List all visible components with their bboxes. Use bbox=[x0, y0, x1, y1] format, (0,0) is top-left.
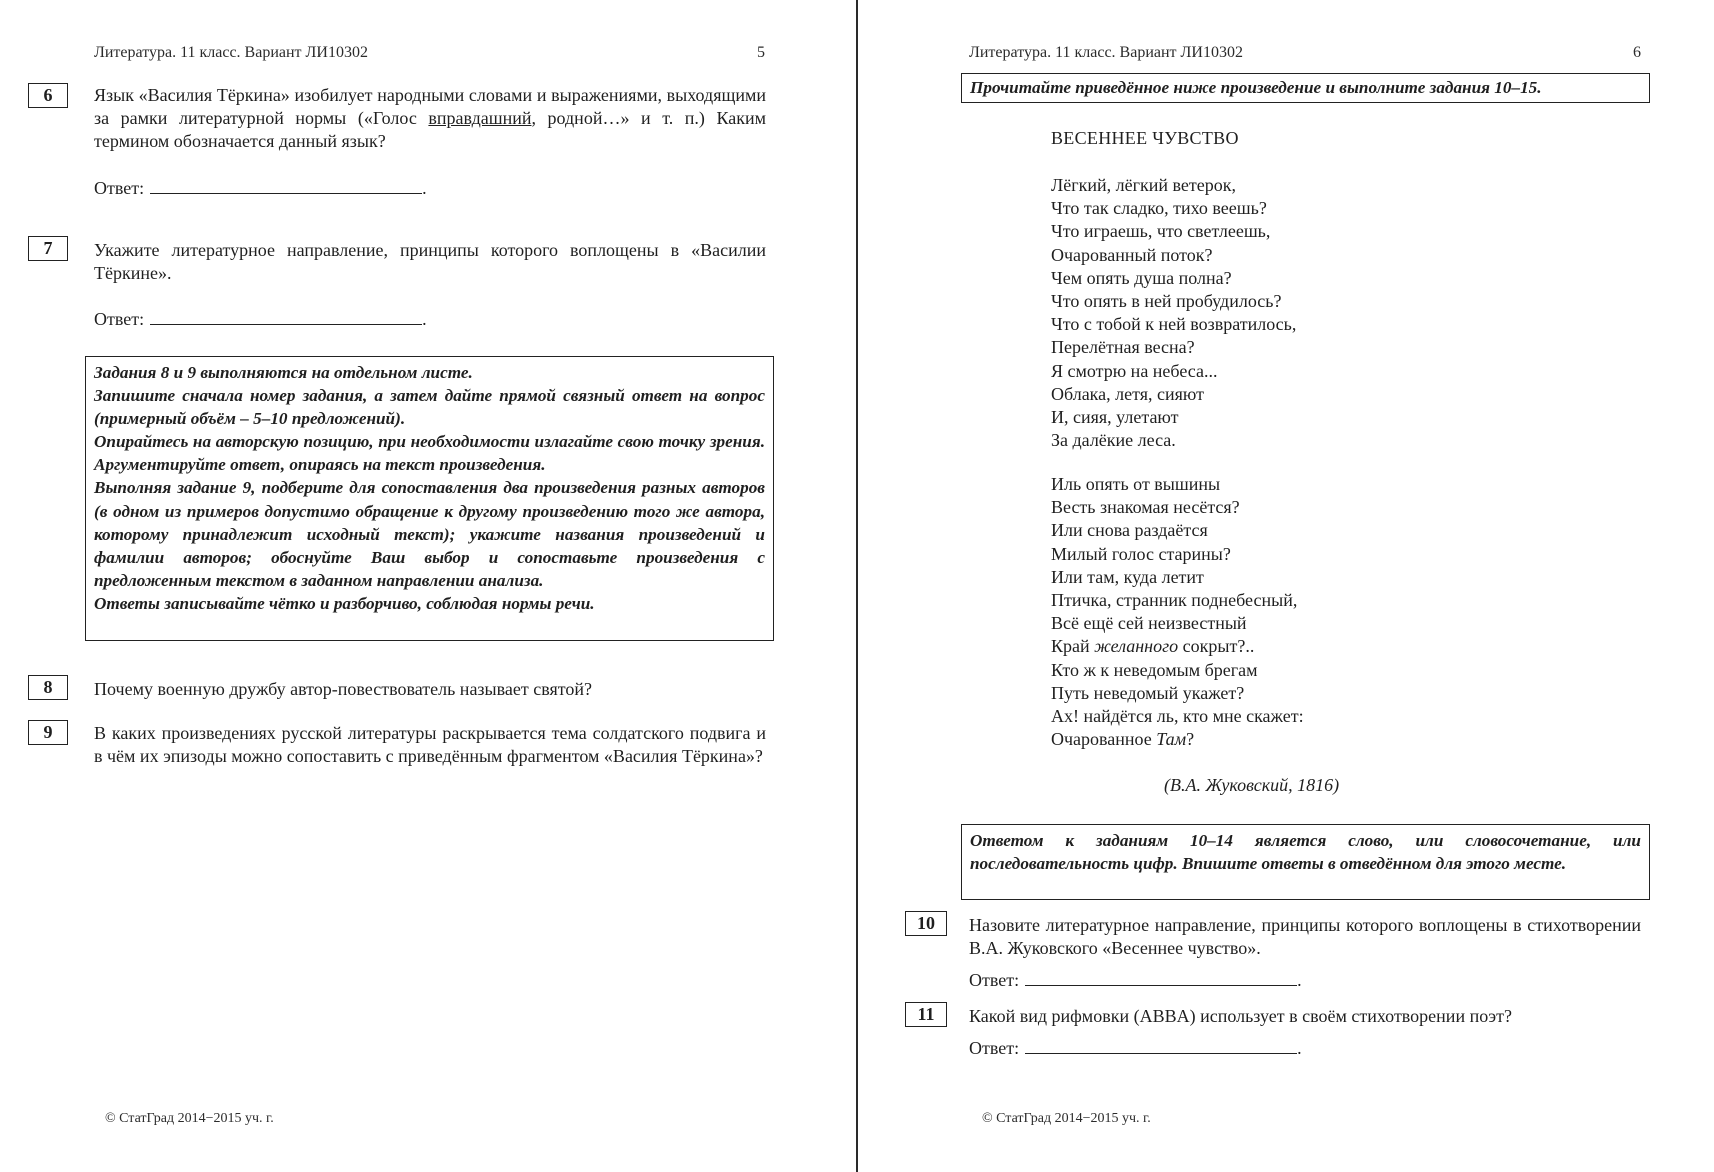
answer-field-7[interactable]: Ответ: . bbox=[94, 309, 427, 329]
question-number-11: 11 bbox=[905, 1002, 947, 1027]
answer-field-10[interactable]: Ответ: . bbox=[969, 970, 1302, 990]
poem-line: Перелётная весна? bbox=[1051, 337, 1195, 358]
answer-line[interactable] bbox=[150, 309, 422, 325]
page-6 bbox=[859, 0, 1714, 1172]
page-header: Литература. 11 класс. Вариант ЛИ10302 bbox=[969, 44, 1243, 61]
poem-line: Что играешь, что светлеешь, bbox=[1051, 221, 1271, 242]
poem-line: Кто ж к неведомым брегам bbox=[1051, 659, 1258, 680]
poem-line: Я смотрю на небеса... bbox=[1051, 360, 1218, 381]
poem-line: Или там, куда летит bbox=[1051, 566, 1204, 587]
poem-line: Милый голос старины? bbox=[1051, 543, 1231, 564]
answer-line[interactable] bbox=[1025, 1038, 1297, 1054]
question-number-6: 6 bbox=[28, 83, 68, 108]
poem-line: Всё ещё сей неизвестный bbox=[1051, 613, 1247, 634]
question-9-text: В каких произведениях русской литературы раскрывается тема солдатского подвига и в чём их эпизоды можно сопоставить с приведённым фрагментом «Василия Тёркина»? bbox=[94, 723, 766, 766]
page-header: Литература. 11 класс. Вариант ЛИ10302 bbox=[94, 44, 368, 61]
poem-line: Лёгкий, лёгкий ветерок, bbox=[1051, 175, 1236, 195]
answer-instruction-box: Ответом к заданиям 10–14 является слово, или словосочетание, или последовательность цифр. Впишите ответы в отведённом для этого месте. bbox=[961, 824, 1650, 900]
answer-field-11[interactable]: Ответ: . bbox=[969, 1038, 1302, 1058]
poem-line: Что опять в ней пробудилось? bbox=[1051, 291, 1282, 312]
question-number-7: 7 bbox=[28, 236, 68, 261]
page-number: 5 bbox=[757, 44, 765, 61]
poem-author: (В.А. Жуковский, 1816) bbox=[1164, 775, 1340, 795]
poem-line: Что с тобой к ней возвратилось, bbox=[1051, 314, 1297, 335]
underlined-word: вправдашний bbox=[428, 108, 532, 128]
poem-line: Очарованный поток? bbox=[1051, 244, 1213, 265]
question-6-text: Язык «Василия Тёркина» изобилует народными словами и выражениями, выходящими за рамки литературной нормы («Голос вправдашний, родной…» и т. п.) Каким термином обозначается данный язык? bbox=[94, 85, 766, 151]
question-number-8: 8 bbox=[28, 675, 68, 700]
poem-line: Чем опять душа полна? bbox=[1051, 267, 1232, 288]
answer-label: Ответ: bbox=[969, 1038, 1020, 1058]
question-number-9: 9 bbox=[28, 720, 68, 745]
poem-line: Очарованное Там? bbox=[1051, 729, 1195, 750]
copyright-footer: © СтатГрад 2014−2015 уч. г. bbox=[982, 1111, 1151, 1126]
poem-line: Или снова раздаётся bbox=[1051, 520, 1208, 541]
answer-line[interactable] bbox=[1025, 970, 1297, 986]
poem-line: Край желанного сокрыт?.. bbox=[1051, 636, 1255, 657]
poem-line: Иль опять от вышины bbox=[1051, 474, 1221, 494]
poem-line: Что так сладко, тихо веешь? bbox=[1051, 198, 1267, 219]
poem-line: За далёкие леса. bbox=[1051, 430, 1176, 451]
poem-line: Весть знакомая несётся? bbox=[1051, 497, 1240, 518]
poem-line: И, сияя, улетают bbox=[1051, 407, 1179, 428]
instructions-box: Задания 8 и 9 выполняются на отдельном листе. Запишите сначала номер задания, а затем дайте прямой связный ответ на вопрос (примерный объём – 5–10 предложений). Опирайтесь на авторскую позицию, при необходимости излагайте свою точку зрения. Аргументируйте ответ, опираясь на текст произведения. Выполняя задание 9, подберите для сопоставления два произведения разных авторов (в одном из примеров допустимо обращение к другому произведению того же автора, которому принадлежит исходный текст); укажите названия произведений и фамилии авторов; обоснуйте Ваш выбор и сопоставьте произведения с предложенным текстом в заданном направлении анализа. Ответы записывайте чётко и разборчиво, соблюдая нормы речи. bbox=[85, 356, 774, 641]
answer-line[interactable] bbox=[150, 178, 422, 194]
poem-stanza-1 bbox=[1051, 174, 1296, 452]
poem-line: Облака, летя, сияют bbox=[1051, 383, 1204, 404]
question-7-text: Укажите литературное направление, принципы которого воплощены в «Василии Тёркине». bbox=[94, 240, 766, 283]
page-number: 6 bbox=[1633, 44, 1641, 61]
poem-line: Птичка, странник поднебесный, bbox=[1051, 590, 1298, 611]
poem-stanza-2 bbox=[1051, 473, 1304, 751]
copyright-footer: © СтатГрад 2014−2015 уч. г. bbox=[105, 1111, 274, 1126]
poem-title: ВЕСЕННЕЕ ЧУВСТВО bbox=[1051, 128, 1239, 148]
answer-label: Ответ: bbox=[94, 178, 145, 198]
poem-line: Путь неведомый укажет? bbox=[1051, 682, 1245, 703]
answer-label: Ответ: bbox=[969, 970, 1020, 990]
question-10-text: Назовите литературное направление, принципы которого воплощены в стихотворении В.А. Жуковского «Весеннее чувство». bbox=[969, 915, 1641, 958]
read-instruction-box: Прочитайте приведённое ниже произведение и выполните задания 10–15. bbox=[961, 73, 1650, 103]
answer-field-6[interactable]: Ответ: . bbox=[94, 178, 427, 198]
question-11-text: Какой вид рифмовки (ABBA) использует в своём стихотворении поэт? bbox=[969, 1006, 1513, 1026]
poem-line: Ах! найдётся ль, кто мне скажет: bbox=[1051, 706, 1304, 727]
answer-label: Ответ: bbox=[94, 309, 145, 329]
question-8-text: Почему военную дружбу автор-повествователь называет святой? bbox=[94, 679, 593, 699]
question-number-10: 10 bbox=[905, 911, 947, 936]
